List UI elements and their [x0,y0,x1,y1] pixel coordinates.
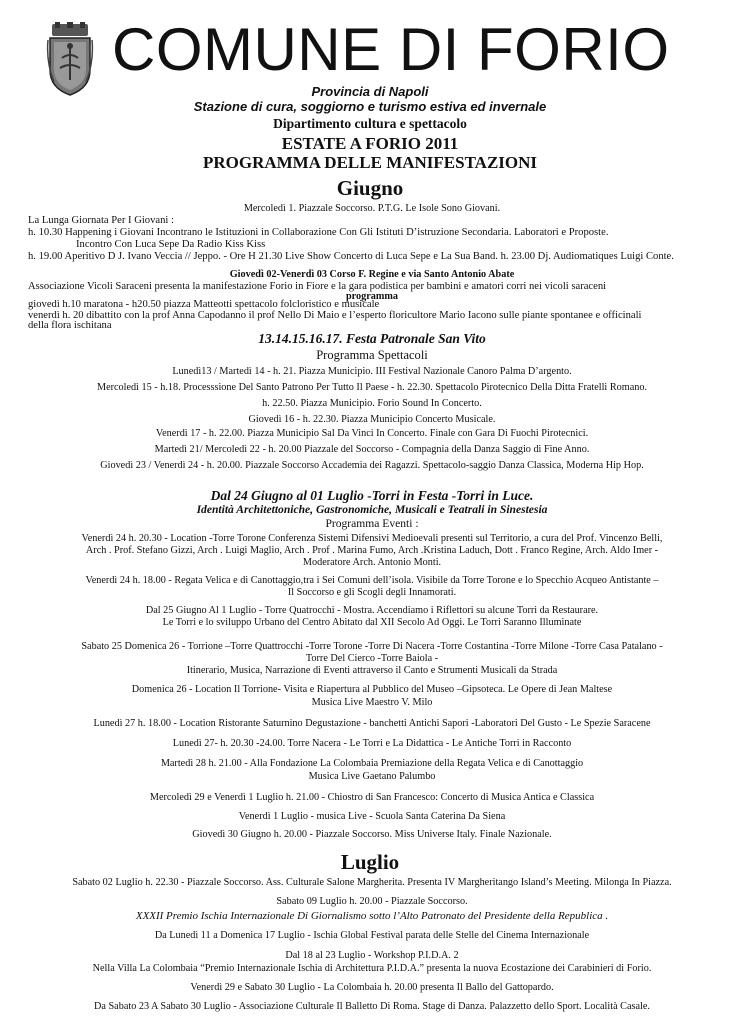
event-line: Martedì 21/ Mercoledì 22 - h. 20.00 Piazzale del Soccorso - Compagnia della Danza Saggio di Fine Anno. [154,444,590,455]
event-line: Venerdì 29 e Sabato 30 Luglio - La Colombaia h. 20.00 presenta Il Ballo del Gattopardo. [190,982,554,993]
event-line: Incontro Con Luca Sepe Da Radio Kiss Kiss [76,239,266,250]
event-line: della flora ischitana [28,320,112,331]
event-line: h. 19.00 Aperitivo D J. Ivano Veccia // Jeppo. - Ore H 21.30 Live Show Concerto di Luca Sepe e La Sua Band. h. 23.00 Dj. Audiomatiques Luigi Conte. [28,251,674,262]
event-line: Sabato 25 Domenica 26 - Torrione –Torre Quattrocchi -Torre Torone -Torre Di Nacera -Torre Costantina -Torre Milone -Torre Casa Patalano - [81,641,663,652]
event-line: Da Lunedì 11 a Domenica 17 Luglio - Ischia Global Festival parata delle Stelle del Cinema Internazionale [154,930,590,941]
event-line: h. 22.50. Piazza Municipio. Forio Sound In Concerto. [262,398,482,409]
month-heading-luglio: Luglio [340,850,400,874]
page-title: COMUNE DI FORIO [112,16,670,83]
section-heading-san-vito: 13.14.15.16.17. Festa Patronale San Vito [258,331,486,346]
event-line: Venerdì 24 h. 18.00 - Regata Velica e di Canottaggio,tra i Sei Comuni dell’isola. Visibile da Torre Torone e lo Specchio Acqueo Antistante – [85,575,659,586]
programma-line: PROGRAMMA DELLE MANIFESTAZIONI [202,153,538,172]
event-line: Giovedì 30 Giugno h. 20.00 - Piazzale Soccorso. Miss Universe Italy. Finale Nazionale. [192,829,552,840]
event-line: Arch . Prof. Stefano Gizzi, Arch . Luigi Maglio, Arch . Prof . Marina Fumo, Arch .Kristina Laduch, Dott . Franco Regine, Arch. Aldo Imer - [85,545,659,556]
event-line: Mercoledì 15 - h.18. Processsione Del Santo Patrono Per Tutto Il Paese - h. 22.30. Spettacolo Pirotecnico Della Ditta Fratelli Romano. [96,382,648,393]
event-line: Sabato 02 Luglio h. 22.30 - Piazzale Soccorso. Ass. Culturale Salone Margherita. Presenta IV Margheritango Island’s Meeting. Milonga In Piazza. [72,877,672,888]
event-line: Torre Del Cierco -Torre Baiola - [305,653,439,664]
event-line: Nella Villa La Colombaia “Premio Internazionale Ischia di Architettura P.I.D.A.” presenta la nuova Ecostazione dei Carabinieri di Forio. [92,963,652,974]
event-line: Musica Live Gaetano Palumbo [308,771,436,782]
event-line: Venerdì 1 Luglio - musica Live - Scuola Santa Caterina Da Siena [238,811,506,822]
event-line: venerdì h. 20 dibattito con la prof Anna Capodanno il prof Nello Di Maio e l’esperto floricultore Mario Iacono sulle piante spontanee e officinali [28,310,642,321]
event-line: Il Soccorso e gli Scogli degli Innamorati. [287,587,457,598]
section-heading-torri: Dal 24 Giugno al 01 Luglio -Torri in Festa -Torri in Luce. [210,488,534,503]
event-line: Venerdì 17 - h. 22.00. Piazza Municipio Sal Da Vinci In Concerto. Finale con Gara Di Fuochi Pirotecnici. [155,428,589,439]
event-line: giovedì h.10 maratona - h20.50 piazza Matteotti spettacolo folcloristico e musicale [28,299,380,310]
event-line: Da Sabato 23 A Sabato 30 Luglio - Associazione Culturale Il Balletto Di Roma. Stage di Danza. Palazzetto dello Sport. Località Casale. [94,1001,650,1012]
event-line: Associazione Vicoli Saraceni presenta la manifestazione Forio in Fiore e la gara podistica per bambini e amatori corri nei vicoli saraceni [28,281,607,292]
event-line: Lunedì 27- h. 20.30 -24.00. Torre Nacera - Le Torri e La Didattica - Le Antiche Torri in Racconto [172,738,572,749]
event-line: Domenica 26 - Location Il Torrione- Visita e Riapertura al Pubblico del Museo –Gipsoteca. Le Opere di Jean Maltese [131,684,613,695]
event-line: Dal 18 al 23 Luglio - Workshop P.I.D.A. 2 [285,950,459,961]
event-line: La Lunga Giornata Per I Giovani : [28,215,174,226]
event-line: Itinerario, Musica, Narrazione di Eventi attraverso il Canto e Strumenti Musicali da Strada [186,665,558,676]
provincia-line: Provincia di Napoli [311,84,429,99]
event-line: XXXII Premio Ischia Internazionale Di Giornalismo sotto l’Alto Patronato del Presidente della Republica . [135,910,609,922]
month-heading-giugno: Giugno [336,176,404,200]
event-line: Lunedì13 / Martedì 14 - h. 21. Piazza Municipio. III Festival Nazionale Canoro Palma D’argento. [172,366,572,377]
event-line: Mercoledì 29 e Venerdì 1 Luglio h. 21.00 - Chiostro di San Francesco: Concerto di Musica Antica e Classica [149,792,595,803]
event-line: programma [345,291,399,302]
event-line: Sabato 09 Luglio h. 20.00 - Piazzale Soccorso. [276,896,468,907]
estate-line: ESTATE A FORIO 2011 [281,134,459,153]
event-line: Moderatore Arch. Antonio Monti. [302,557,442,568]
event-line: Dal 25 Giugno Al 1 Luglio - Torre Quatrocchi - Mostra. Accendiamo i Riflettori su alcune Torri da Restaurare. [145,605,599,616]
event-line: h. 10.30 Happening i Giovani Incontrano le Istituzioni in Collaborazione Con Gli Istituti D’istruzione Secondaria. Laboratori e Proposte. [28,227,609,238]
event-line: Le Torri e lo sviluppo Urbano del Centro Abitato dal XII Secolo Ad Oggi. Le Torri Saranno Illuminate [162,617,582,628]
event-line: Giovedì 02-Venerdì 03 Corso F. Regine e via Santo Antonio Abate [229,269,515,280]
event-line: Giovedì 23 / Venerdì 24 - h. 20.00. Piazzale Soccorso Accademia dei Ragazzi. Spettacolo-saggio Danza Classica, Moderna Hip Hop. [100,460,644,471]
stazione-line: Stazione di cura, soggiorno e turismo estiva ed invernale [193,99,547,114]
section-subheading: Programma Eventi : [325,517,419,530]
coat-of-arms-icon [46,22,94,96]
event-line: Venerdì 24 h. 20.30 - Location -Torre Torone Conferenza Sistemi Difensivi Medioevali presenti sul Territorio, a cura del Prof. Vincenzo Belli, [81,533,663,544]
section-subheading: Identità Architettoniche, Gastronomiche, Musicali e Teatrali in Sinestesia [196,503,548,516]
event-line: Mercoledì 1. Piazzale Soccorso. P.T.G. Le Isole Sono Giovani. [243,203,501,214]
event-line: Lunedì 27 h. 18.00 - Location Ristorante Saturnino Degustazione - banchetti Antichi Sapori -Laboratori Del Gusto - Le Spezie Saracene [93,718,651,729]
event-line: Giovedì 16 - h. 22.30. Piazza Municipio Concerto Musicale. [248,414,496,425]
section-subheading: Programma Spettacoli [316,348,428,362]
event-line: Musica Live Maestro V. Milo [311,697,433,708]
dipartimento-line: Dipartimento cultura e spettacolo [273,116,467,131]
event-line: Martedì 28 h. 21.00 - Alla Fondazione La Colombaia Premiazione della Regata Velica e di Canottaggio [160,758,584,769]
